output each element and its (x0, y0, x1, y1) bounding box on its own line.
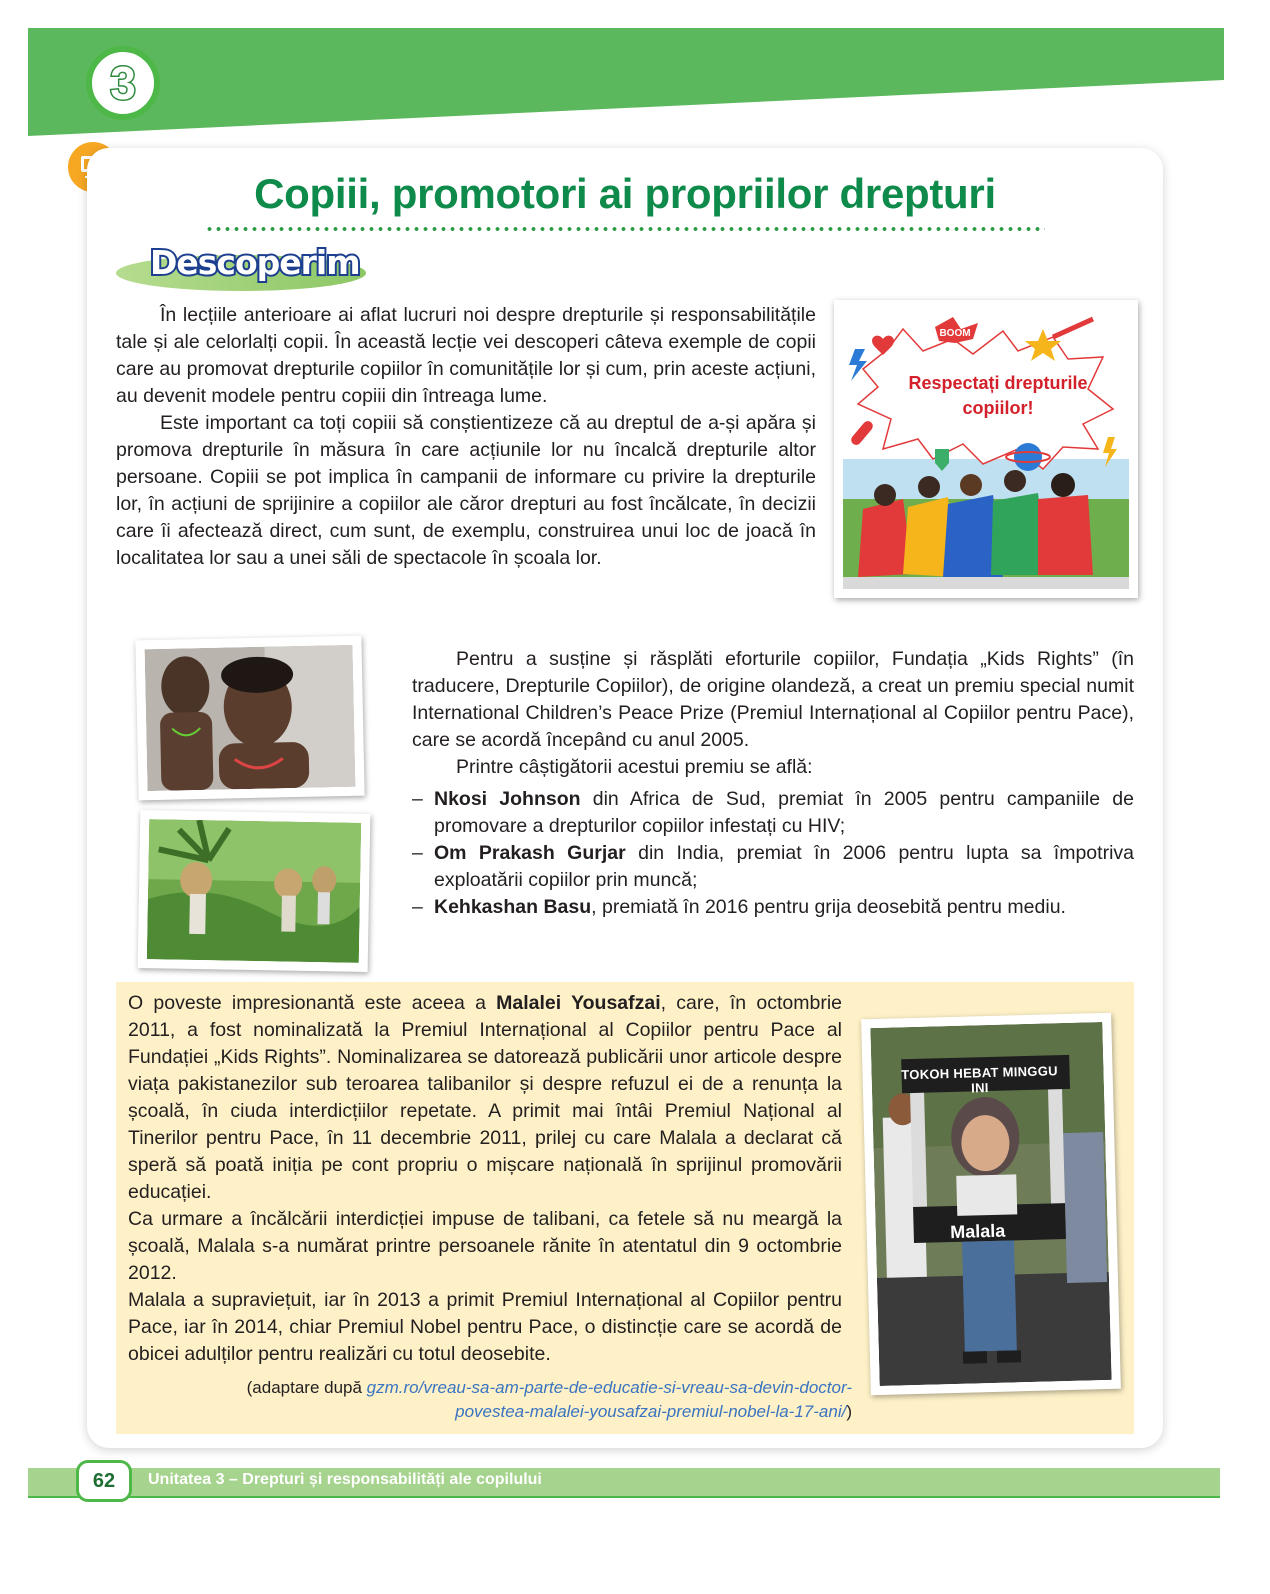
list-dash: – (412, 842, 423, 864)
photo-frame-caption: TOKOH HEBAT MINGGU INI (901, 1063, 1059, 1096)
footer-unit-title: Unitatea 3 – Drepturi și responsabilități ale copilului (148, 1471, 542, 1488)
children-portrait-photo (135, 636, 364, 801)
section-label: Descoperim (150, 243, 360, 282)
winner-name: Nkosi Johnson (434, 788, 581, 810)
malala-photo (861, 1013, 1121, 1395)
winner-description: din India, premiat în 2006 pentru lupta sa împotriva exploatării copiilor prin muncă; (434, 842, 1134, 891)
list-dash: – (412, 788, 423, 810)
winners-list (412, 786, 1134, 921)
children-rights-poster (834, 300, 1138, 598)
source-citation: (adaptare după gzm.ro/vreau-sa-am-parte-de-educatie-si-vreau-sa-devin-doctor- povestea-malalei-yousafzai-premiul-nobel-la-17-ani/) (246, 1378, 852, 1421)
story-paragraph-1: O poveste impresionantă este aceea a Malalei Yousafzai, care, în octombrie 2011, a fost nominalizată la Premiul Internațional al Copiilor pentru Pace al Fundației „Kids Rights”. Nominalizarea se datorează publicării unor articole despre viața pakistanezilor sub teroarea talibanilor și despre refuzul ei de a renunța la școală, în ciuda interdicțiilor repetate. A primit mai întâi Premiul Național al Tinerilor pentru Pace, în 11 decembrie 2011, prilej cu care Malala a declarat că speră să poată iniția pe cont propriu o mișcare națională în sprijinul promovării educației. (128, 992, 842, 1203)
intro-text (116, 302, 816, 572)
footer-line (28, 1496, 1220, 1498)
lesson-title: Copiii, promotori ai propriilor drepturi (254, 170, 996, 217)
winner-item (412, 894, 1134, 921)
winner-description: , premiată în 2016 pentru grija deosebită pentru mediu. (591, 896, 1066, 918)
list-dash: – (412, 896, 423, 918)
poster-burst-text: BOOM (939, 328, 971, 339)
story-paragraph-2: Ca urmare a încălcării interdicției impuse de talibani, ca fetele să nu meargă la școală, Malala s-a numărat printre persoanele rănite în atentatul din 9 octombrie 2012. (128, 1208, 842, 1284)
winner-item (412, 840, 1134, 894)
intro-paragraph-2: Este important ca toți copiii să conștientizeze că au dreptul de a-și apăra și promova drepturile în măsura în care acțiunile lor nu încalcă drepturile altor persoane. Copiii se pot implica în campanii de informare cu privire la drepturile lor, în acțiuni de sprijinire a copiilor ale căror drepturi au fost încălcate, în decizii care îi afectează direct, cum sunt, de exemplu, construirea unui loc de joacă în localitatea lor sau a unei săli de spectacole în școala lor. (116, 412, 816, 569)
source-link[interactable]: gzm.ro/vreau-sa-am-parte-de-educatie-si-vreau-sa-devin-doctor- (366, 1378, 852, 1397)
winner-item (412, 786, 1134, 840)
prize-paragraph-1: Pentru a susține și răsplăti eforturile copiilor, Fundația „Kids Rights” (în traducere, Drepturile Copiilor), de origine olandeză, a creat un premiu special numit International Children’s Peace Prize (Premiul Internațional al Copiilor pentru Pace), care se acordă începând cu anul 2005. (412, 648, 1134, 751)
winner-name: Kehkashan Basu (434, 896, 592, 918)
source-link-continued[interactable]: povestea-malalei-yousafzai-premiul-nobel-la-17-ani/ (455, 1402, 847, 1421)
title-underline (205, 226, 1045, 232)
malala-story-text (128, 990, 842, 1368)
child-labor-photo (138, 810, 371, 972)
prize-text (412, 646, 1134, 781)
intro-paragraph-1: În lecțiile anterioare ai aflat lucruri noi despre drepturile și responsabilitățile tale și ale celorlalți copii. În această lecție vei descoperi câteva exemple de copii care au promovat drepturile copiilor în comunitățile lor și cum, prin aceste acțiuni, au devenit modele pentru copiii din întreaga lume. (116, 304, 816, 407)
winner-name: Om Prakash Gurjar (434, 842, 626, 864)
prize-paragraph-2: Printre câștigătorii acestui premiu se află: (456, 756, 813, 778)
top-banner (28, 28, 1224, 136)
unit-number: 3 (110, 57, 136, 109)
winner-description: din Africa de Sud, premiat în 2005 pentru campaniile de promovare a drepturilor copiilor infestați cu HIV; (434, 788, 1134, 837)
unit-number-badge (86, 46, 160, 120)
photo-name-plate: Malala (949, 1220, 1006, 1243)
story-paragraph-3: Malala a supraviețuit, iar în 2013 a primit Premiul Internațional al Copiilor pentru Pace, iar în 2014, chiar Premiul Nobel pentru Pace, o distincție care se acordă de obicei adulților pentru realizări cu totul deosebite. (128, 1289, 842, 1365)
poster-headline: Respectați drepturile copiilor! (908, 373, 1088, 418)
page-number: 62 (76, 1460, 132, 1502)
malala-name: Malalei Yousafzai (496, 992, 661, 1014)
poster-illustration (843, 309, 1129, 589)
